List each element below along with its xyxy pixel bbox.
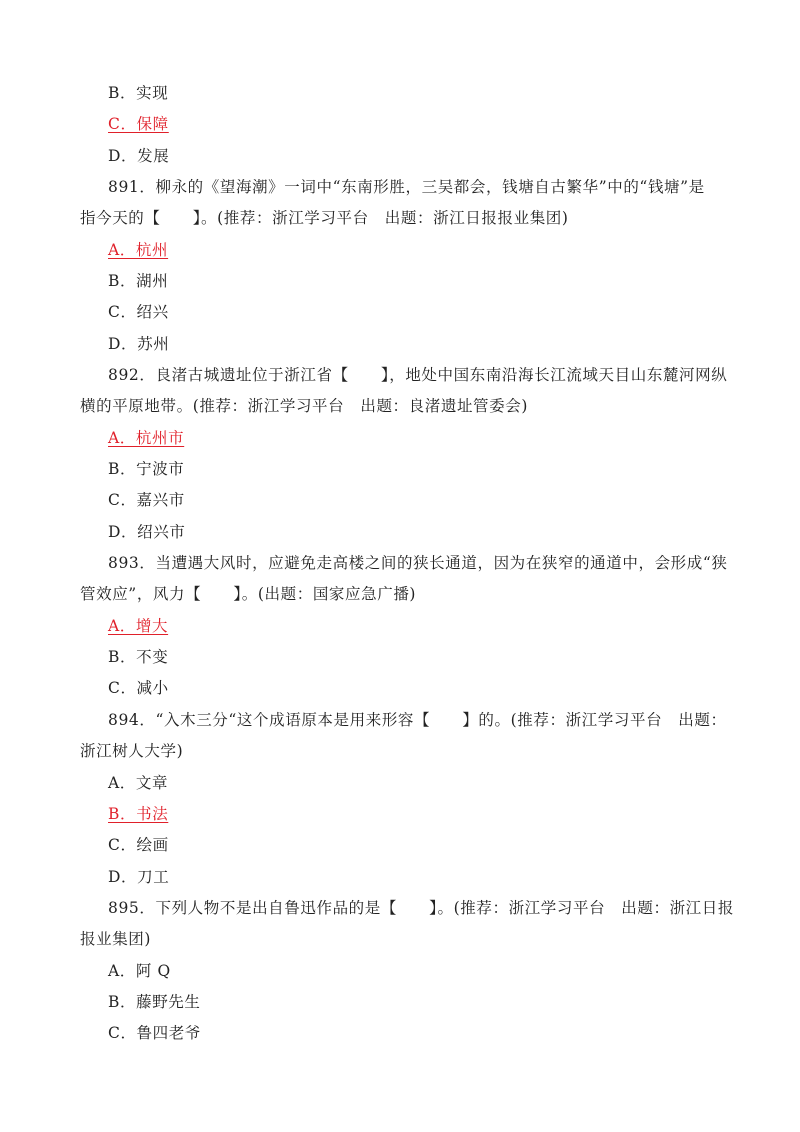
question-stem-894-cont: 浙江树人大学) — [80, 742, 184, 760]
option-a: A．阿 Q — [108, 962, 171, 980]
question-stem-895-cont: 报业集团) — [80, 930, 152, 948]
question-stem-895: 895．下列人物不是出自鲁迅作品的是【 】。(推荐：浙江学习平台 出题：浙江日报 — [108, 899, 734, 917]
option-a-correct: A．杭州市 — [108, 429, 185, 447]
question-stem-891-cont: 指今天的【 】。(推荐：浙江学习平台 出题：浙江日报报业集团) — [80, 209, 569, 227]
question-stem-893: 893．当遭遇大风时，应避免走高楼之间的狭长通道，因为在狭窄的通道中，会形成“狭 — [108, 554, 728, 572]
question-stem-892-cont: 横的平原地带。(推荐：浙江学习平台 出题：良渚遗址管委会) — [80, 397, 528, 415]
option-c: C．嘉兴市 — [108, 491, 185, 509]
option-c: C．绘画 — [108, 836, 169, 854]
option-b: B．湖州 — [108, 272, 169, 290]
option-b-correct: B．书法 — [108, 805, 169, 823]
option-d: D．刀工 — [108, 868, 170, 886]
option-c: C．减小 — [108, 679, 169, 697]
option-b: B．宁波市 — [108, 460, 185, 478]
option-b: B．实现 — [108, 84, 169, 102]
option-d: D．发展 — [108, 147, 170, 165]
question-stem-891: 891．柳永的《望海潮》一词中“东南形胜，三吴都会，钱塘自古繁华”中的“钱塘”是 — [108, 178, 705, 196]
question-stem-892: 892．良渚古城遗址位于浙江省【 】，地处中国东南沿海长江流域天目山东麓河网纵 — [108, 366, 728, 384]
question-stem-893-cont: 管效应”，风力【 】。(出题：国家应急广播) — [80, 585, 417, 603]
option-a: A．文章 — [108, 774, 169, 792]
option-d: D．苏州 — [108, 335, 170, 353]
question-stem-894: 894．“入木三分“这个成语原本是用来形容【 】的。(推荐：浙江学习平台 出题： — [108, 711, 727, 729]
option-b: B．藤野先生 — [108, 993, 201, 1011]
option-c: C．绍兴 — [108, 303, 169, 321]
option-c-correct: C．保障 — [108, 115, 169, 133]
option-c: C．鲁四老爷 — [108, 1024, 201, 1042]
option-a-correct: A．杭州 — [108, 241, 169, 259]
option-b: B．不变 — [108, 648, 169, 666]
option-a-correct: A．增大 — [108, 617, 169, 635]
option-d: D．绍兴市 — [108, 523, 186, 541]
